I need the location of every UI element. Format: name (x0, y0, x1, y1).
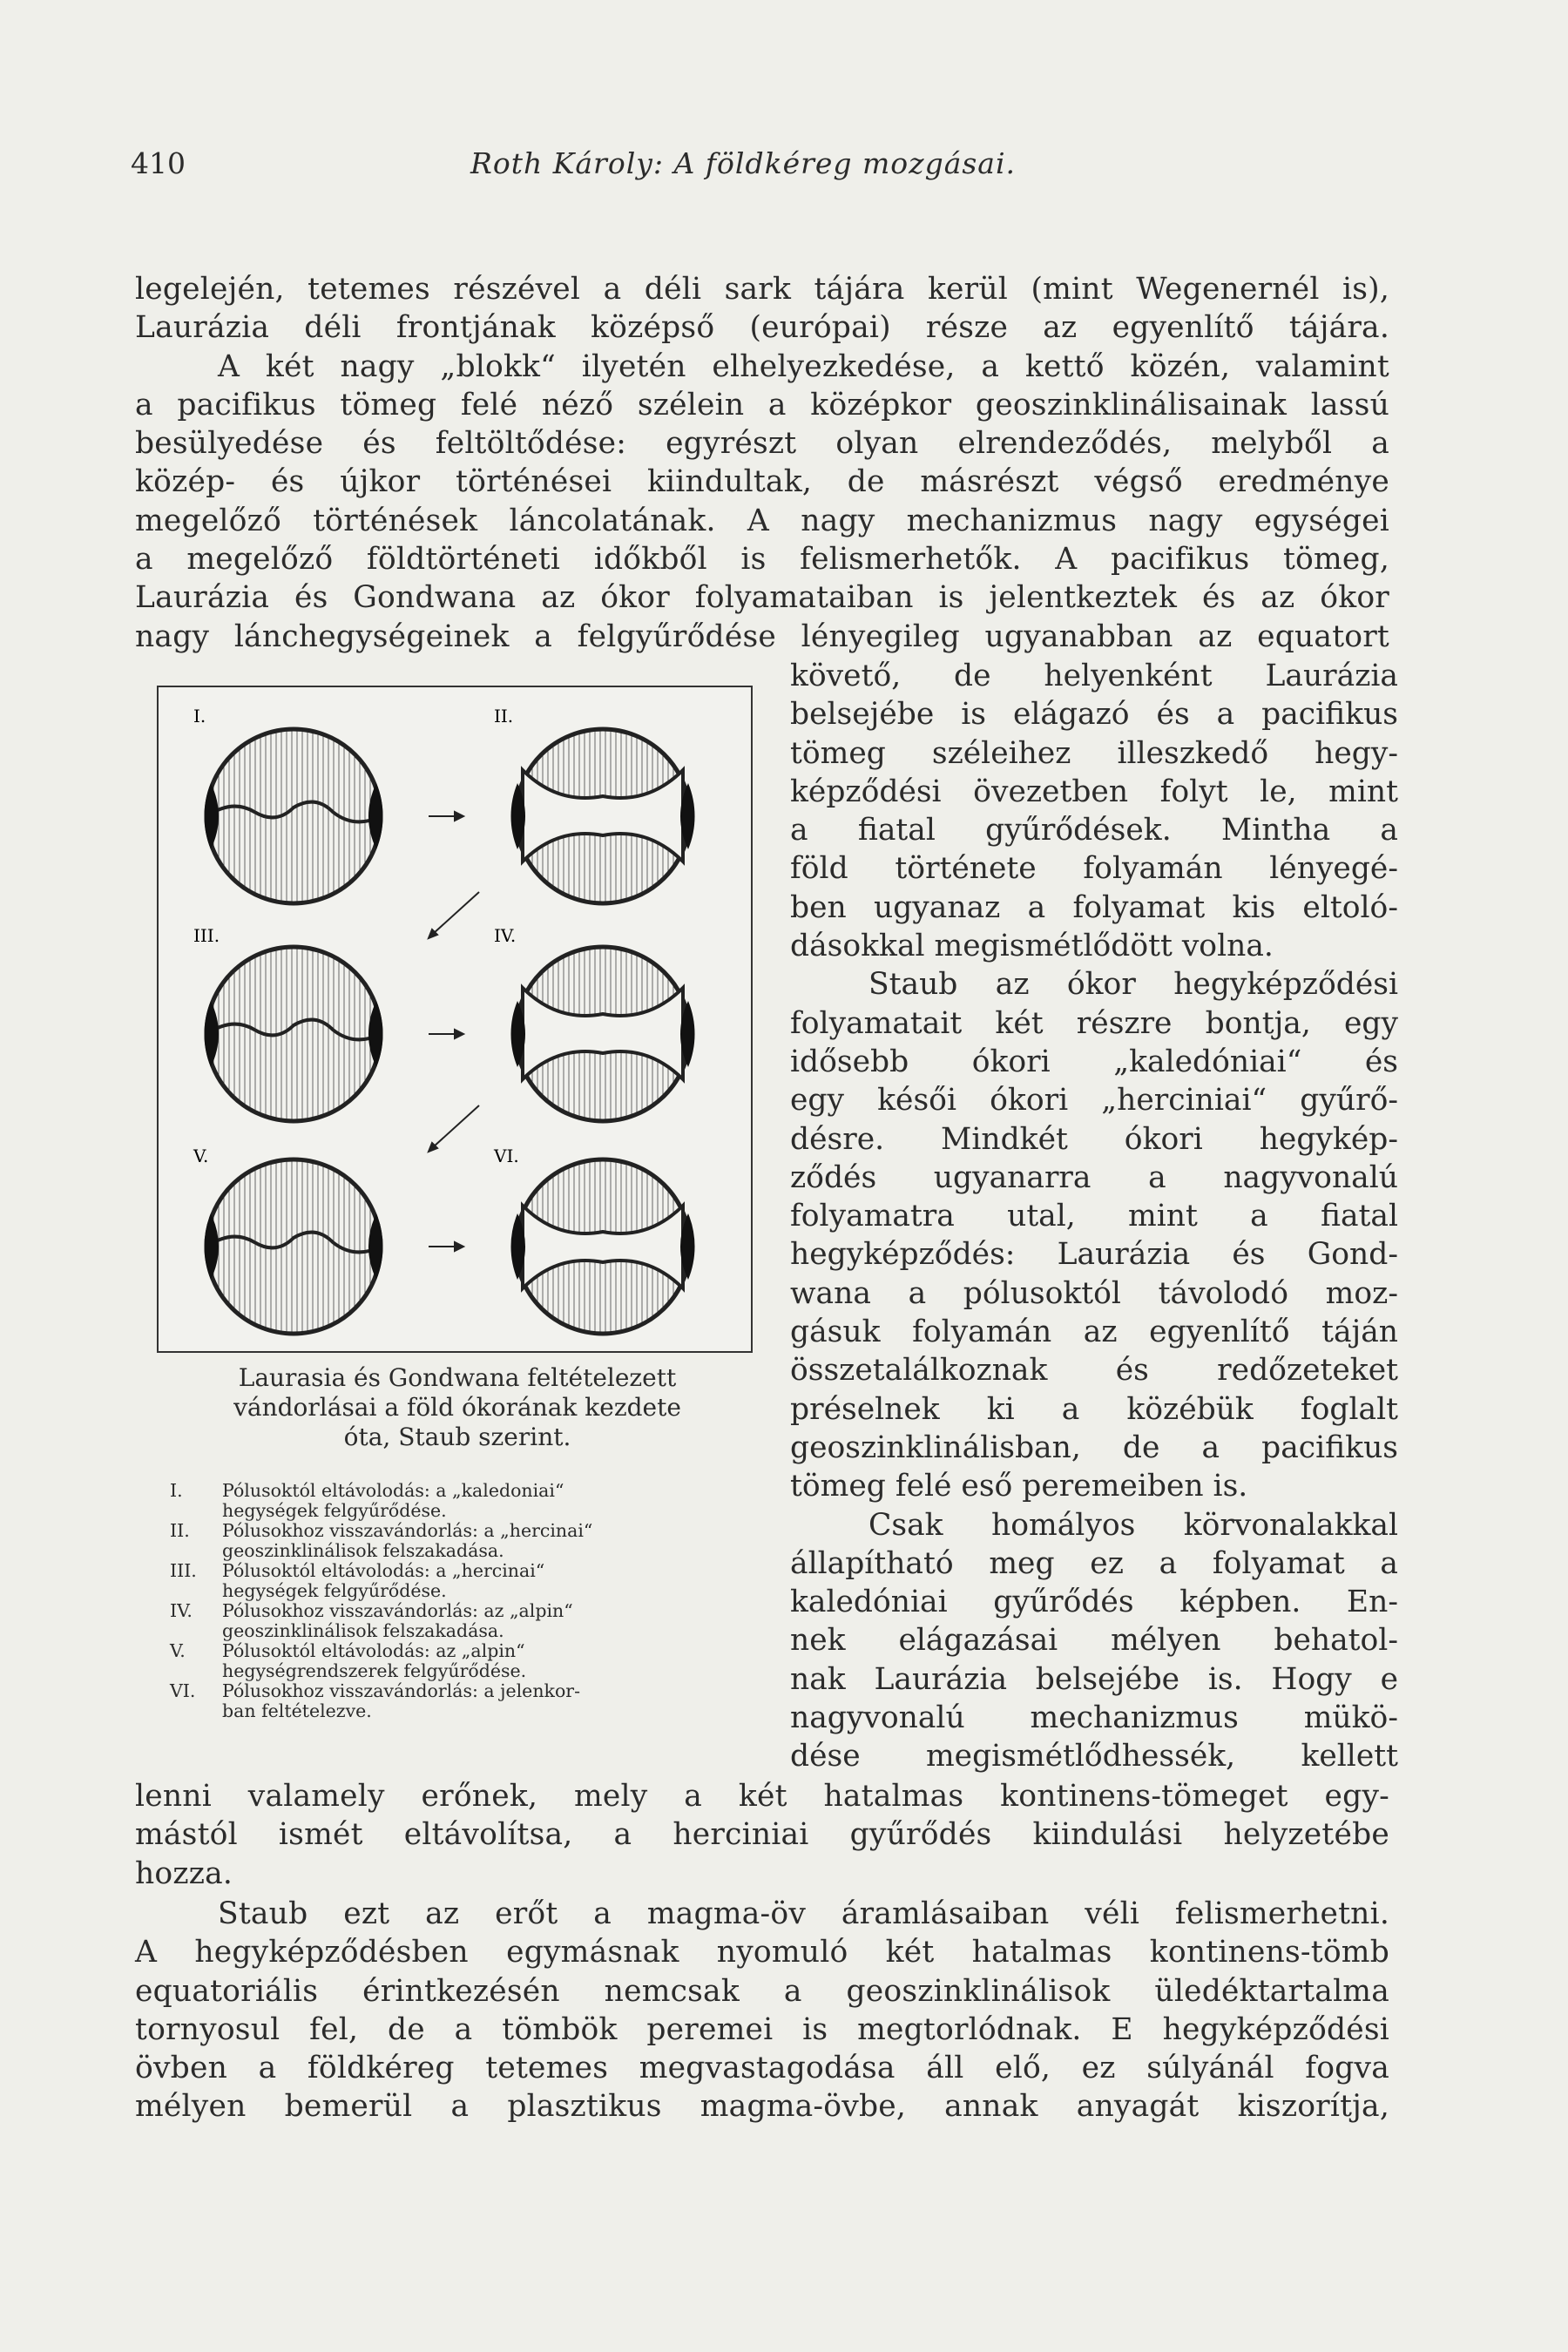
legend-text: Pólusokhoz visszavándorlás: a „hercinai“ (222, 1520, 593, 1541)
panel-label-IV: IV. (494, 925, 517, 946)
text-line: föld története folyamán lényegé- (790, 851, 1398, 887)
text-line: lenni valamely erőnek, mely a két hatalmas kontinens-tömeget egy- (135, 1779, 1389, 1814)
paragraph-intro (135, 270, 1389, 656)
text-line: közép- és újkor történései kiindultak, de másrészt végső eredménye (135, 464, 1389, 500)
legend-text: Pólusoktól eltávolodás: az „alpin“ (222, 1640, 525, 1661)
text-line: ben ugyanaz a folyamat kis eltoló- (790, 889, 1398, 925)
legend-text: Pólusoktól eltávolodás: a „hercinai“ (222, 1560, 545, 1581)
caption-line: Laurasia és Gondwana feltételezett (238, 1363, 677, 1392)
panel-label-VI: VI. (494, 1146, 519, 1166)
figure-staub-diagram (157, 686, 753, 1353)
text-line: ződés ugyanarra a nagyvonalú (790, 1159, 1398, 1195)
legend-text: geoszinklinálisok felszakadása. (222, 1540, 504, 1561)
legend-num: VI. (170, 1680, 196, 1701)
paragraph-continuation (135, 1777, 1389, 1893)
text-line: tornyosul fel, de a tömbök peremei is megtorlódnak. E hegyképződési (135, 2011, 1389, 2047)
text-line: dése megismétlődhessék, kellett (790, 1739, 1398, 1774)
panel-VI (493, 1146, 695, 1334)
text-line: tömeg széleihez illeszkedő hegy- (790, 735, 1398, 771)
text-line: Staub az ókor hegyképződési (868, 967, 1398, 1003)
text-line: folyamatra utal, mint a fiatal (790, 1199, 1398, 1234)
legend-num: II. (170, 1520, 190, 1541)
legend-item (170, 1681, 780, 1721)
caption-line: óta, Staub szerint. (343, 1423, 571, 1451)
text-line: wana a pólusoktól távolodó moz- (790, 1275, 1398, 1311)
panel-label-V: V. (193, 1146, 209, 1166)
legend-text: geoszinklinálisok felszakadása. (222, 1620, 504, 1641)
panel-V (193, 1146, 383, 1334)
panel-III (193, 925, 383, 1121)
text-line: nak Laurázia belsejébe is. Hogy e (790, 1661, 1398, 1697)
text-line: préselnek ki a közébük foglalt (790, 1391, 1398, 1427)
right-column-text (790, 657, 1398, 1776)
panel-label-III: III. (193, 925, 220, 946)
legend-text: hegységek felgyűrődése. (222, 1500, 447, 1521)
text-line: gásuk folyamán az egyenlítő táján (790, 1315, 1398, 1350)
legend-text: hegységrendszerek felgyűrődése. (222, 1660, 527, 1681)
figure-drawing (159, 687, 751, 1351)
legend-num: III. (170, 1560, 197, 1581)
legend-text: ban feltételezve. (222, 1700, 372, 1721)
text-line: kaledóniai gyűrődés képben. En- (790, 1585, 1398, 1620)
text-line: belsejébe is elágazó és a pacifikus (790, 697, 1398, 733)
legend-text: hegységek felgyűrődése. (222, 1580, 447, 1601)
legend-num: V. (170, 1640, 186, 1661)
running-title: Roth Károly: A földkéreg mozgásai. (470, 146, 1017, 180)
text-line: hozza. (135, 1855, 233, 1891)
panel-IV (494, 925, 695, 1121)
legend-text: Pólusokhoz visszavándorlás: az „alpin“ (222, 1600, 573, 1621)
text-line: mástól ismét eltávolítsa, a herciniai gyűrődés kiindulási helyzetébe (135, 1817, 1389, 1853)
text-line: A két nagy „blokk“ ilyetén elhelyezkedése, a kettő közén, valamint (218, 348, 1389, 384)
panel-II (494, 706, 695, 903)
text-line: Laurázia déli frontjának középső (európai) része az egyenlítő tájára. (135, 310, 1389, 346)
text-line: összetalálkoznak és redőzeteket (790, 1353, 1398, 1389)
legend-num: I. (170, 1480, 183, 1501)
paragraph-staub (135, 1895, 1389, 2126)
text-line: megelőző történések láncolatának. A nagy mechanizmus nagy egységei (135, 503, 1389, 538)
text-line: désre. Mindkét ókori hegykép- (790, 1121, 1398, 1157)
legend-item (170, 1521, 780, 1561)
panel-label-II: II. (494, 706, 514, 727)
arrows (429, 812, 479, 1251)
text-line: mélyen bemerül a plasztikus magma-övbe, annak anyagát kiszorítja, (135, 2089, 1389, 2125)
page-header (131, 146, 1394, 190)
legend-item (170, 1601, 780, 1641)
text-line: a fiatal gyűrődések. Mintha a (790, 813, 1398, 848)
text-line: dásokkal megismétlődött volna. (790, 929, 1274, 964)
panel-I (193, 706, 383, 903)
legend-text: Pólusokhoz visszavándorlás: a jelenkor- (222, 1680, 581, 1701)
panel-label-I: I. (193, 706, 206, 727)
text-line: állapítható meg ez a folyamat a (790, 1545, 1398, 1581)
text-line: képződési övezetben folyt le, mint (790, 774, 1398, 809)
caption-line: vándorlásai a föld ókorának kezdete (233, 1393, 681, 1422)
text-line: nek elágazásai mélyen behatol- (790, 1623, 1398, 1659)
legend-num: IV. (170, 1600, 193, 1621)
text-line: a pacifikus tömeg felé néző szélein a középkor geoszinklinálisainak lassú (135, 387, 1389, 422)
text-line: a megelőző földtörténeti időkből is felismerhetők. A pacifikus tömeg, (135, 542, 1389, 578)
figure-legend (170, 1481, 780, 1721)
text-line: geoszinklinálisban, de a pacifikus (790, 1429, 1398, 1465)
text-line: folyamatait két részre bontja, egy (790, 1005, 1398, 1041)
page-number: 410 (131, 146, 186, 180)
legend-text: Pólusoktól eltávolodás: a „kaledoniai“ (222, 1480, 564, 1501)
text-line: idősebb ókori „kaledóniai“ és (790, 1044, 1398, 1079)
figure-caption (152, 1363, 762, 1452)
legend-item (170, 1561, 780, 1601)
text-line: Csak homályos körvonalakkal (868, 1507, 1398, 1543)
text-line: equatoriális érintkezésén nemcsak a geoszinklinálisok üledéktartalma (135, 1973, 1389, 2009)
text-line: hegyképződés: Laurázia és Gond- (790, 1237, 1398, 1273)
text-line: legelején, tetemes részével a déli sark tájára kerül (mint Wegenernél is), (135, 272, 1389, 307)
text-line: nagyvonalú mechanizmus mükö- (790, 1700, 1398, 1736)
text-line: egy késői ókori „herciniai“ gyűrő- (790, 1083, 1398, 1119)
legend-item (170, 1641, 780, 1681)
text-line: követő, de helyenként Laurázia (790, 659, 1398, 693)
text-line: tömeg felé eső peremeiben is. (790, 1469, 1248, 1504)
text-line: Laurázia és Gondwana az ókor folyamataiban is jelentkeztek és az ókor (135, 580, 1389, 616)
text-line: Staub ezt az erőt a magma-öv áramlásaiban véli felismerhetni. (218, 1896, 1389, 1931)
text-line: övben a földkéreg tetemes megvastagodása áll elő, ez súlyánál fogva (135, 2051, 1389, 2086)
text-line: besülyedése és feltöltődése: egyrészt olyan elrendeződés, melyből a (135, 426, 1389, 462)
legend-item (170, 1481, 780, 1521)
text-line: A hegyképződésben egymásnak nyomuló két hatalmas kontinens-tömb (135, 1935, 1389, 1970)
text-line: nagy lánchegységeinek a felgyűrődése lényegileg ugyanabban az equatort (135, 618, 1389, 654)
